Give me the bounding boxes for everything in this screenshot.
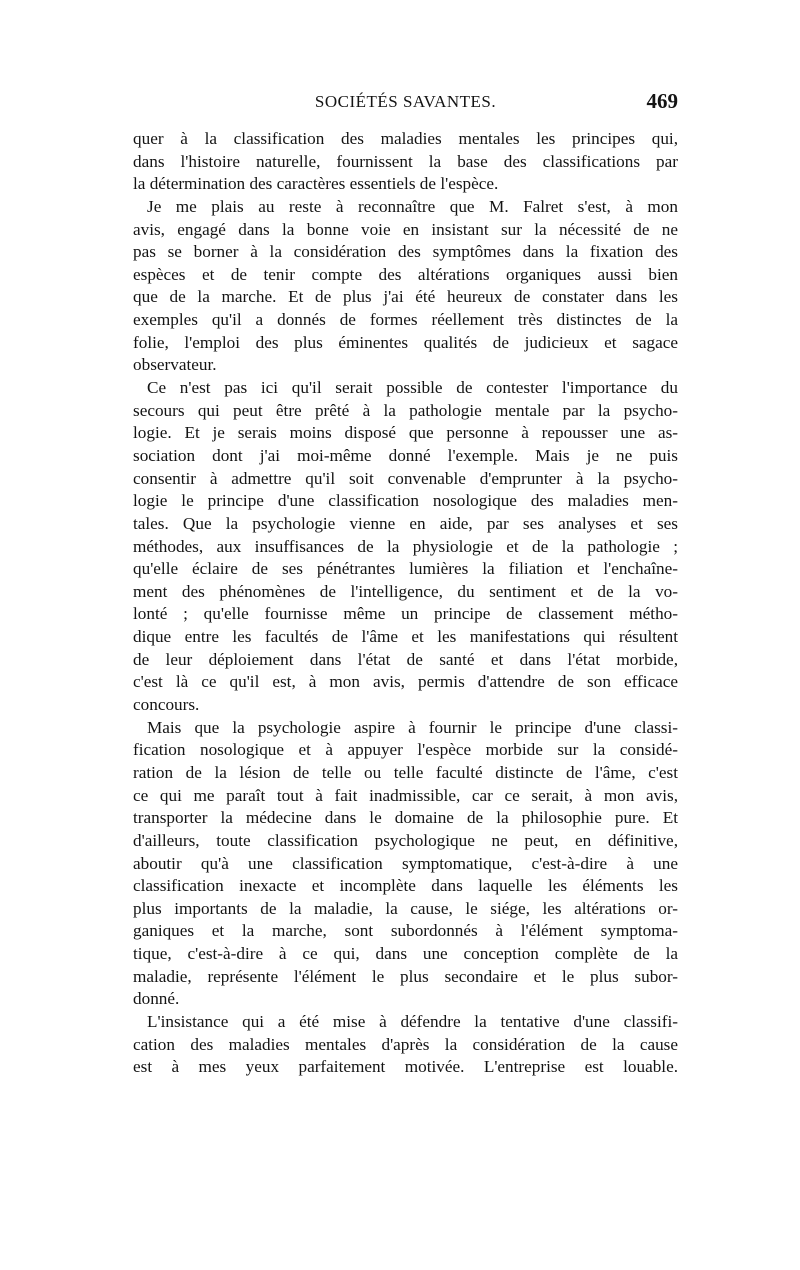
text-line: espèces et de tenir compte des altérations organiques aussi bien xyxy=(133,264,678,284)
text-line: pas se borner à la considération des symptômes dans la fixation des xyxy=(133,242,678,262)
text-line: consentir à admettre qu'il soit convenable d'emprunter à la psycho- xyxy=(133,468,678,488)
text-line: est à mes yeux parfaitement motivée. L'entreprise est louable. xyxy=(133,1057,678,1077)
text-line: sociation dont j'ai moi-même donné l'exemple. Mais je ne puis xyxy=(133,445,678,465)
text-line: de leur déploiement dans l'état de santé et dans l'état morbide, xyxy=(133,649,678,669)
text-line: lonté ; qu'elle fournisse même un principe de classement métho- xyxy=(133,604,678,624)
running-head xyxy=(133,90,678,116)
text-line: méthodes, aux insuffisances de la physiologie et de la pathologie ; xyxy=(133,536,678,556)
text-line: secours qui peut être prêté à la pathologie mentale par la psycho- xyxy=(133,400,678,420)
text-line: dans l'histoire naturelle, fournissent la base des classifications par xyxy=(133,151,678,171)
text-line: c'est là ce qu'il est, à mon avis, permis d'attendre de son efficace xyxy=(133,672,678,692)
text-line: Je me plais au reste à reconnaître que M. Falret s'est, à mon xyxy=(147,196,678,216)
text-line: la détermination des caractères essentiels de l'espèce. xyxy=(133,174,499,194)
text-line: maladie, représente l'élément le plus secondaire et le plus subor- xyxy=(133,966,678,986)
text-line: exemples qu'il a donnés de formes réellement très distinctes de la xyxy=(133,310,678,330)
text-line: ration de la lésion de telle ou telle faculté distincte de l'âme, c'est xyxy=(133,762,678,782)
text-line: folie, l'emploi des plus éminentes qualités de judicieux et sagace xyxy=(133,332,678,352)
body-text xyxy=(133,128,678,1079)
running-title: SOCIÉTÉS SAVANTES. xyxy=(314,92,497,111)
text-line: fication nosologique et à appuyer l'espèce morbide sur la considé- xyxy=(133,740,678,760)
text-line: L'insistance qui a été mise à défendre la tentative d'une classifi- xyxy=(147,1011,678,1031)
text-line: avis, engagé dans la bonne voie en insistant sur la nécessité de ne xyxy=(133,219,678,239)
text-line: ment des phénomènes de l'intelligence, du sentiment et de la vo- xyxy=(133,581,678,601)
text-line: Mais que la psychologie aspire à fournir le principe d'une classi- xyxy=(147,717,678,737)
text-line: observateur. xyxy=(133,355,217,375)
text-line: plus importants de la maladie, la cause, le siége, les altérations or- xyxy=(133,898,678,918)
text-line: classification inexacte et incomplète dans laquelle les éléments les xyxy=(133,876,678,896)
text-line: quer à la classification des maladies mentales les principes qui, xyxy=(133,129,678,148)
text-line: logie le principe d'une classification nosologique des maladies men- xyxy=(133,491,678,511)
text-line: tales. Que la psychologie vienne en aide, par ses analyses et ses xyxy=(133,513,678,533)
text-line: logie. Et je serais moins disposé que personne à repousser une as- xyxy=(133,423,678,443)
text-line: donné. xyxy=(133,989,180,1009)
text-line: qu'elle éclaire de ses pénétrantes lumières la filiation et l'enchaîne- xyxy=(133,559,678,579)
text-line: concours. xyxy=(133,695,200,715)
text-line: tique, c'est-à-dire à ce qui, dans une conception complète de la xyxy=(133,944,678,964)
text-line: aboutir qu'à une classification symptomatique, c'est-à-dire à une xyxy=(133,853,678,873)
text-line: dique entre les facultés de l'âme et les manifestations qui résultent xyxy=(133,627,678,647)
text-line: cation des maladies mentales d'après la considération de la cause xyxy=(133,1034,678,1054)
text-line: ganiques et la marche, sont subordonnés à l'élément symptoma- xyxy=(133,921,678,941)
text-line: ce qui me paraît tout à fait inadmissible, car ce serait, à mon avis, xyxy=(133,785,678,805)
text-line: Ce n'est pas ici qu'il serait possible de contester l'importance du xyxy=(147,378,678,398)
text-line: d'ailleurs, toute classification psychologique ne peut, en définitive, xyxy=(133,830,678,850)
page-number: 469 xyxy=(646,89,678,113)
text-line: que de la marche. Et de plus j'ai été heureux de constater dans les xyxy=(133,287,678,307)
text-line: transporter la médecine dans le domaine de la philosophie pure. Et xyxy=(133,808,678,828)
